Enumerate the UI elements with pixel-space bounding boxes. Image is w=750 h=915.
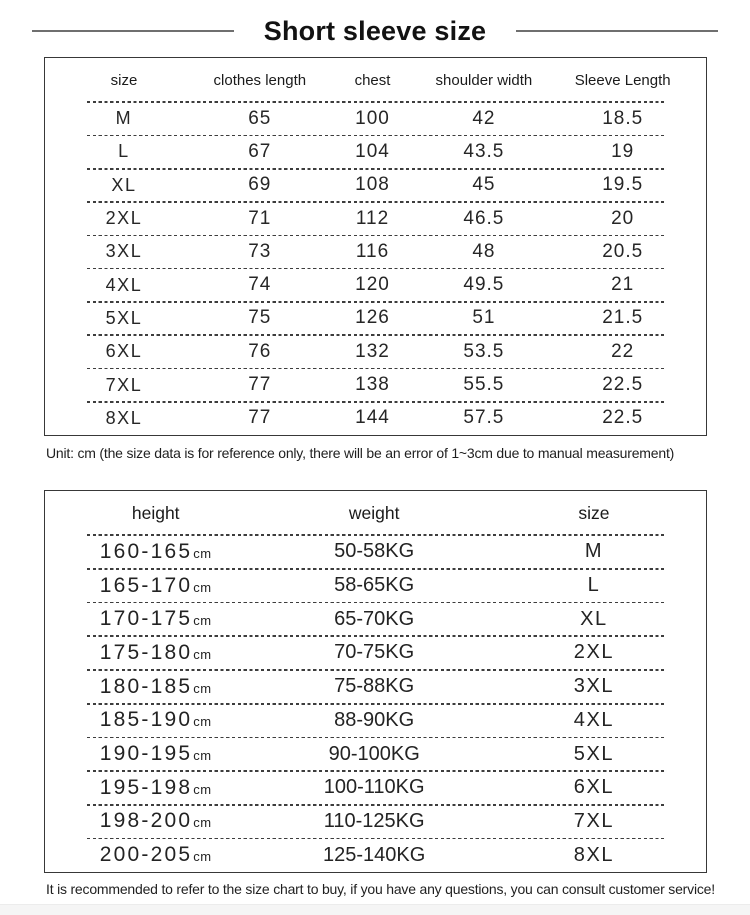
table-cell: 69 <box>248 174 272 196</box>
table-cell: 65 <box>248 107 272 129</box>
unit-note: Unit: cm (the size data is for reference only, there will be an error of 1~3cm due to manual measurement) <box>46 445 675 461</box>
table-cell: 3XL <box>105 241 143 262</box>
table-cell: 165-170cm <box>99 573 212 597</box>
table-row <box>45 771 706 805</box>
column-header: Sleeve Length <box>574 71 671 89</box>
table-header-row <box>45 491 706 535</box>
bottom-strip <box>0 904 750 915</box>
column-header: shoulder width <box>435 71 533 89</box>
table-cell: 70-75KG <box>334 641 415 664</box>
table-cell: 138 <box>355 374 390 396</box>
table-cell: 21.5 <box>602 307 644 329</box>
table-cell: 144 <box>355 407 390 429</box>
table-cell: 77 <box>248 407 272 429</box>
page-title: Short sleeve size <box>263 15 487 46</box>
unit-suffix: cm <box>193 545 212 561</box>
table-row <box>45 102 706 135</box>
table-row <box>45 235 706 268</box>
unit-suffix: cm <box>193 815 212 831</box>
table-row <box>45 636 706 670</box>
table-cell: 75-88KG <box>334 675 415 698</box>
table-cell: 18.5 <box>602 107 644 129</box>
table-cell: 76 <box>248 340 272 362</box>
table-cell: L <box>118 141 130 162</box>
table-cell: 51 <box>472 307 496 329</box>
table-cell: 20 <box>611 207 635 229</box>
column-header: chest <box>354 71 391 89</box>
table-row <box>45 268 706 301</box>
table-row <box>45 838 706 872</box>
table-cell: 45 <box>472 174 496 196</box>
table-row <box>45 402 706 435</box>
table-cell: 112 <box>355 207 390 229</box>
table-cell: 67 <box>248 140 272 162</box>
table-cell: 2XL <box>573 641 615 664</box>
table-cell: 126 <box>355 307 390 329</box>
table-row <box>45 535 706 569</box>
table-cell: 2XL <box>105 208 143 229</box>
table-cell: 104 <box>355 140 390 162</box>
table-cell: 195-198cm <box>99 775 212 799</box>
unit-suffix: cm <box>193 613 212 629</box>
table-cell: 53.5 <box>463 340 505 362</box>
table-cell: 21 <box>611 274 635 296</box>
table-cell: 100-110KG <box>323 776 425 799</box>
table-cell: 4XL <box>105 274 143 295</box>
table-cell: 19.5 <box>602 174 644 196</box>
column-header: size <box>578 502 610 523</box>
table-row <box>45 335 706 368</box>
table-cell: 100 <box>355 107 390 129</box>
table-row <box>45 704 706 738</box>
table-row <box>45 569 706 603</box>
table-cell: 22.5 <box>602 407 644 429</box>
table-row <box>45 602 706 636</box>
table-cell: 120 <box>355 274 390 296</box>
table-cell: 7XL <box>573 809 615 832</box>
table-cell: 170-175cm <box>99 607 212 631</box>
title-left-line <box>32 30 234 32</box>
table-cell: 3XL <box>573 675 615 698</box>
table-cell: 90-100KG <box>328 742 420 765</box>
table-cell: 75 <box>248 307 272 329</box>
table-cell: 8XL <box>573 843 615 866</box>
table-cell: 198-200cm <box>99 809 212 833</box>
customer-service-note: It is recommended to refer to the size chart to buy, if you have any questions, you can consult customer service! <box>46 881 715 897</box>
table-cell: M <box>115 108 133 129</box>
table-header-row <box>45 58 706 102</box>
table-cell: 6XL <box>573 776 615 799</box>
table-row <box>45 169 706 202</box>
table-cell: 185-190cm <box>99 708 212 732</box>
table-cell: 55.5 <box>463 374 505 396</box>
table-cell: XL <box>580 607 608 630</box>
unit-suffix: cm <box>193 748 212 764</box>
table-cell: 19 <box>611 140 635 162</box>
table-cell: 57.5 <box>463 407 505 429</box>
column-header: height <box>131 502 180 523</box>
title-right-line <box>516 30 718 32</box>
table-cell: 116 <box>355 240 390 262</box>
table-cell: 8XL <box>105 407 143 428</box>
table-cell: 48 <box>472 240 496 262</box>
unit-suffix: cm <box>193 849 212 865</box>
title-section <box>0 6 750 56</box>
unit-suffix: cm <box>193 781 212 797</box>
table-cell: 74 <box>248 274 272 296</box>
table-row <box>45 670 706 704</box>
table-cell: 46.5 <box>463 207 505 229</box>
table-cell: 88-90KG <box>334 708 415 731</box>
table-cell: 49.5 <box>463 274 505 296</box>
table-cell: 5XL <box>573 742 615 765</box>
table-row <box>45 135 706 168</box>
table-cell: 200-205cm <box>99 843 212 867</box>
table-cell: 4XL <box>573 708 615 731</box>
size-measurements-table <box>44 57 707 436</box>
table-cell: 50-58KG <box>334 540 415 563</box>
table-row <box>45 805 706 839</box>
table-cell: 125-140KG <box>323 843 426 866</box>
table-cell: 108 <box>355 174 390 196</box>
table-cell: 190-195cm <box>99 742 212 766</box>
table-cell: 71 <box>248 207 272 229</box>
table-cell: 7XL <box>105 374 143 395</box>
table-row <box>45 737 706 771</box>
table-cell: 6XL <box>105 341 143 362</box>
height-weight-size-table <box>44 490 707 873</box>
unit-suffix: cm <box>193 680 212 696</box>
table-cell: 132 <box>355 340 390 362</box>
column-header: weight <box>348 502 400 523</box>
column-header: size <box>110 71 138 89</box>
table-cell: 5XL <box>105 307 143 328</box>
table-cell: 65-70KG <box>334 607 415 630</box>
table-row <box>45 302 706 335</box>
table-row <box>45 202 706 235</box>
table-cell: 42 <box>472 107 496 129</box>
table-cell: 22.5 <box>602 374 644 396</box>
table-cell: 110-125KG <box>323 809 425 832</box>
table-cell: L <box>587 574 601 597</box>
table-cell: 73 <box>248 240 272 262</box>
table-cell: 43.5 <box>463 140 505 162</box>
unit-suffix: cm <box>193 579 212 595</box>
table-cell: M <box>584 540 604 563</box>
unit-suffix: cm <box>193 646 212 662</box>
column-header: clothes length <box>213 71 307 89</box>
table-cell: 20.5 <box>602 240 644 262</box>
table-cell: XL <box>111 174 137 195</box>
table-cell: 175-180cm <box>99 640 212 664</box>
table-cell: 77 <box>248 374 272 396</box>
table-cell: 58-65KG <box>334 574 415 597</box>
table-cell: 160-165cm <box>99 539 212 563</box>
table-row <box>45 368 706 401</box>
table-cell: 180-185cm <box>99 674 212 698</box>
table-cell: 22 <box>611 340 635 362</box>
unit-suffix: cm <box>193 714 212 730</box>
